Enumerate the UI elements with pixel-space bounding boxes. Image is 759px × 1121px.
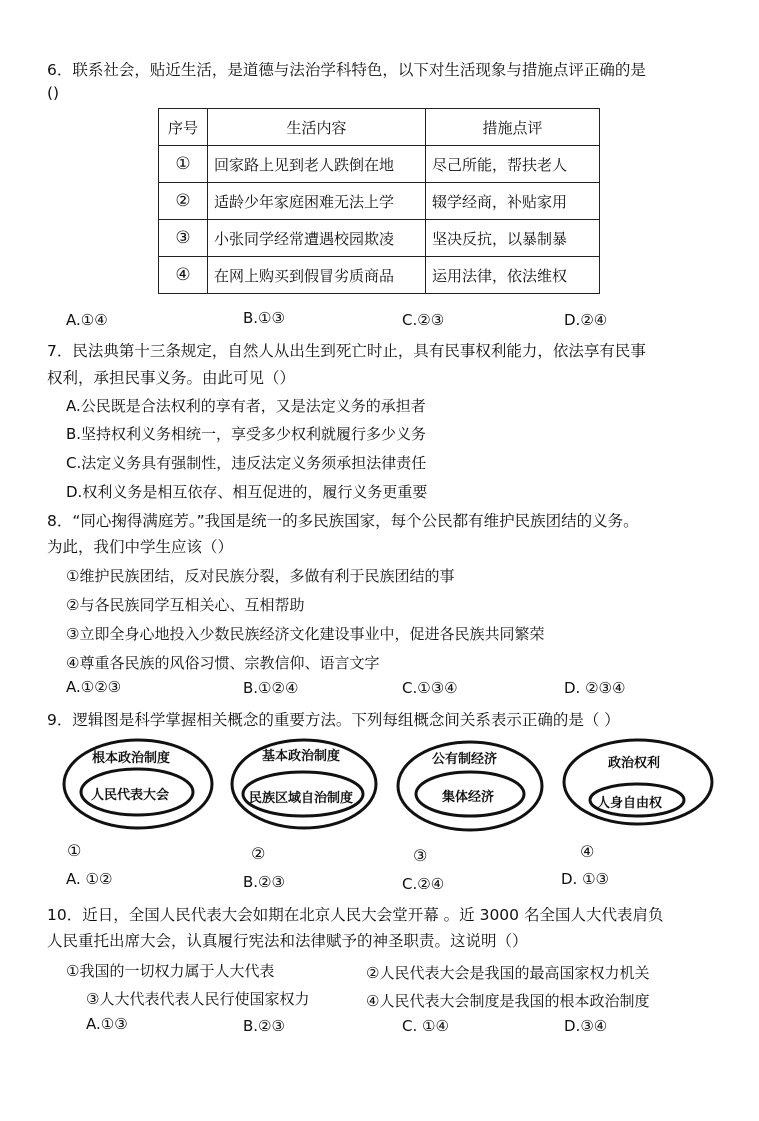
row-content: 小张同学经常遭遇校园欺凌: [208, 220, 426, 257]
table-header-row: [159, 109, 600, 146]
q7-stem-line1: 7．民法典第十三条规定，自然人从出生到死亡时止，具有民事权利能力，依法享有民事: [47, 342, 646, 360]
q8-item-3: ③立即全身心地投入少数民族经济文化建设事业中，促进各民族共同繁荣: [66, 625, 545, 643]
table-row: [159, 257, 600, 294]
row-number: ③: [159, 220, 208, 257]
q7-option-c[interactable]: C.法定义务具有强制性，违反法定义务须承担法律责任: [66, 454, 427, 472]
q10-option-d[interactable]: D.③④: [564, 1017, 608, 1035]
q6-option-b[interactable]: B.①③: [243, 309, 285, 327]
diagram-1-number: ①: [67, 841, 82, 860]
row-content: 在网上购买到假冒劣质商品: [208, 257, 426, 294]
table-header-number: 序号: [159, 109, 208, 146]
table-header-content: 生活内容: [208, 109, 426, 146]
q8-stem-line2: 为此，我们中学生应该（）: [47, 538, 234, 556]
q9-stem: 9．逻辑图是科学掌握相关概念的重要方法。下列每组概念间关系表示正确的是（ ）: [47, 711, 620, 729]
q7-option-b[interactable]: B.坚持权利义务相统一，享受多少权利就履行多少义务: [66, 425, 427, 443]
q8-item-1: ①维护民族团结，反对民族分裂，多做有利于民族团结的事: [66, 567, 455, 585]
diagram-4-number: ④: [580, 842, 595, 861]
q10-item-2: ②人民代表大会是我国的最高国家权力机关: [366, 964, 650, 982]
row-number: ②: [159, 183, 208, 220]
q6-option-c[interactable]: C.②③: [402, 311, 445, 329]
table-header-comment: 措施点评: [426, 109, 600, 146]
q8-option-c[interactable]: C.①③④: [402, 679, 458, 697]
row-comment: 尽己所能，帮扶老人: [426, 146, 600, 183]
q9-option-d[interactable]: D. ①③: [561, 870, 609, 888]
q10-item-3: ③人大代表代表人民行使国家权力: [86, 990, 310, 1008]
diagram-2-outer-label: 基本政治制度: [262, 749, 341, 764]
q7-option-a[interactable]: A.公民既是合法权利的享有者，又是法定义务的承担者: [66, 397, 426, 415]
row-number: ④: [159, 257, 208, 294]
diagram-4-outer-label: 政治权利: [608, 756, 661, 771]
q10-item-4: ④人民代表大会制度是我国的根本政治制度: [366, 992, 650, 1010]
diagram-1-inner-label: 人民代表大会: [91, 788, 170, 803]
q10-stem-line2: 人民重托出席大会，认真履行宪法和法律赋予的神圣职责。这说明（）: [47, 932, 528, 950]
q9-diagram-4: [560, 736, 720, 836]
q8-item-4: ④尊重各民族的风俗习惯、宗教信仰、语言文字: [66, 654, 380, 672]
q6-option-a[interactable]: A.①④: [66, 311, 108, 329]
row-content: 适龄少年家庭困难无法上学: [208, 183, 426, 220]
diagram-4-inner-label: 人身自由权: [597, 796, 663, 811]
q6-stem-line1: 6．联系社会，贴近生活，是道德与法治学科特色，以下对生活现象与措施点评正确的是: [47, 61, 646, 79]
diagram-1-outer-label: 根本政治制度: [92, 751, 171, 766]
table-row: [159, 220, 600, 257]
q10-stem-line1: 10．近日，全国人民代表大会如期在北京人民大会堂开幕 。近 3000 名全国人大代表肩负: [47, 906, 664, 924]
q6-table: [158, 108, 600, 294]
q7-option-d[interactable]: D.权利义务是相互依存、相互促进的，履行义务更重要: [66, 483, 428, 501]
q8-option-b[interactable]: B.①②④: [243, 679, 299, 697]
q9-option-a[interactable]: A. ①②: [66, 870, 113, 888]
row-comment: 运用法律，依法维权: [426, 257, 600, 294]
q10-option-b[interactable]: B.②③: [243, 1017, 285, 1035]
diagram-2-inner-label: 民族区域自治制度: [249, 791, 354, 806]
row-comment: 辍学经商，补贴家用: [426, 183, 600, 220]
q6-stem-line2: (): [47, 84, 60, 102]
q8-option-a[interactable]: A.①②③: [66, 678, 122, 696]
q8-item-2: ②与各民族同学互相关心、互相帮助: [66, 596, 305, 614]
table-row: [159, 183, 600, 220]
row-number: ①: [159, 146, 208, 183]
q10-option-a[interactable]: A.①③: [86, 1015, 128, 1033]
q8-option-d[interactable]: D. ②③④: [564, 679, 626, 697]
row-content: 回家路上见到老人跌倒在地: [208, 146, 426, 183]
q7-stem-line2: 权利，承担民事义务。由此可见（）: [47, 369, 296, 387]
q10-option-c[interactable]: C. ①④: [402, 1017, 449, 1035]
table-row: [159, 146, 600, 183]
q9-option-b[interactable]: B.②③: [243, 873, 285, 891]
diagram-3-outer-label: 公有制经济: [432, 752, 498, 767]
row-comment: 坚决反抗，以暴制暴: [426, 220, 600, 257]
diagram-3-inner-label: 集体经济: [442, 790, 495, 805]
q8-stem-line1: 8．“同心掬得满庭芳。”我国是统一的多民族国家，每个公民都有维护民族团结的义务。: [47, 512, 639, 530]
q9-option-c[interactable]: C.②④: [402, 875, 445, 893]
q6-option-d[interactable]: D.②④: [564, 311, 608, 329]
diagram-2-number: ②: [251, 844, 266, 863]
q10-item-1: ①我国的一切权力属于人大代表: [66, 962, 275, 980]
diagram-3-number: ③: [413, 846, 428, 865]
